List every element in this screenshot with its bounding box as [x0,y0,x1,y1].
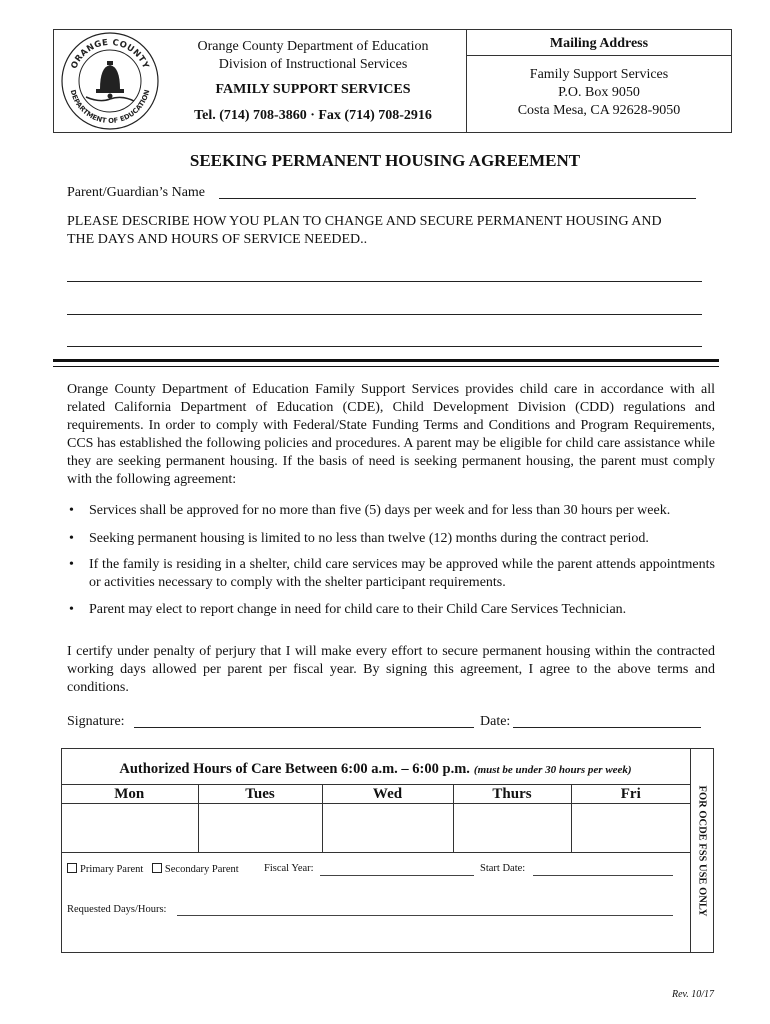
intro-paragraph: Orange County Department of Education Family Support Services provides child care in accordance with all related California Department of Education (CDE), Child Development Division (CDD) regulations and requirements. In order to comply with Federal/State Funding Terms and Conditions and Program Requirements, CCS has established the following policies and procedures. A parent may be eligible for child care assistance while they are seeking permanent housing. If the basis of need is seeking permanent housing, the parent must comply with the following agreement: [67,382,715,487]
org-name: Orange County Department of Education [197,39,429,54]
mailing-line-2: P.O. Box 9050 [558,85,640,100]
requested-days-label: Requested Days/Hours: [67,904,167,915]
bullet-icon: • [69,531,74,546]
bullet-icon: • [69,557,74,572]
parent-options [67,863,239,875]
list-item [67,502,715,520]
hours-heading-main: Authorized Hours of Care Between 6:00 a.m. – 6:00 p.m. [119,761,470,777]
hours-heading-note: (must be under 30 hours per week) [473,764,632,776]
start-date-label: Start Date: [480,863,526,874]
list-item [67,601,715,619]
hours-cell-mon[interactable] [61,804,198,853]
hours-heading [61,760,690,778]
bullet-text: Seeking permanent housing is limited to no less than twelve (12) months during the contract period. [89,531,649,546]
guardian-name-label: Parent/Guardian’s Name [67,185,206,200]
describe-line-1[interactable] [67,281,702,282]
date-field[interactable] [513,727,701,728]
fiscal-year-label: Fiscal Year: [264,863,314,874]
section-rule-thin [53,366,719,367]
form-title: SEEKING PERMANENT HOUSING AGREEMENT [189,151,581,170]
list-item [67,530,715,548]
day-header-thurs: Thurs [453,785,571,804]
office-use-label: FOR OCDE FSS USE ONLY [696,785,708,916]
describe-prompt-line-2: THE DAYS AND HOURS OF SERVICE NEEDED.. [67,232,368,247]
list-item [67,556,715,592]
start-date-field[interactable] [533,875,673,876]
bullet-text: Parent may elect to report change in need for child care to their Child Care Services Technician. [89,602,627,617]
describe-line-2[interactable] [67,314,702,315]
bell-icon [86,61,134,101]
agreement-list [67,502,715,619]
program-name: FAMILY SUPPORT SERVICES [215,82,411,97]
seal-top-text: ORANGE COUNTY [69,37,151,71]
fiscal-year-field[interactable] [320,875,474,876]
table-row [61,804,690,853]
seal-bottom-text: DEPARTMENT OF EDUCATION [68,88,152,126]
bullet-text: Services shall be approved for no more than five (5) days per week and for less than 30 hours per week. [89,503,671,518]
signature-field[interactable] [134,727,474,728]
signature-label: Signature: [67,714,125,729]
day-header-tues: Tues [198,785,322,804]
mailing-line-1: Family Support Services [529,67,669,82]
bullet-icon: • [69,602,74,617]
hours-cell-fri[interactable] [571,804,690,853]
guardian-name-field[interactable] [219,198,696,199]
day-header-wed: Wed [322,785,453,804]
hours-cell-wed[interactable] [322,804,453,853]
table-header-row [61,785,690,804]
bullet-icon: • [69,503,74,518]
section-rule-thick [53,359,719,362]
secondary-parent-checkbox[interactable] [152,863,162,873]
bullet-text: If the family is residing in a shelter, child care services may be approved while the parent attends appointments or activities necessary to comply with the shelter participant requirements. [89,557,715,590]
certify-paragraph: I certify under penalty of perjury that I will make every effort to secure permanent housing within the contracted working days allowed per parent per fiscal year. By signing this agreement, I agree to the above terms and conditions. [67,644,715,695]
requested-days-field[interactable] [177,915,673,916]
primary-parent-label: Primary Parent [80,864,144,875]
describe-prompt-line-1: PLEASE DESCRIBE HOW YOU PLAN TO CHANGE AND SECURE PERMANENT HOUSING AND [67,214,662,229]
secondary-parent-label: Secondary Parent [164,864,239,875]
date-label: Date: [480,714,511,729]
mailing-divider [466,55,732,56]
hours-cell-thurs[interactable] [453,804,571,853]
day-header-mon: Mon [61,785,198,804]
day-header-fri: Fri [571,785,690,804]
hours-cell-tues[interactable] [198,804,322,853]
ocde-seal-logo [60,31,160,131]
describe-line-3[interactable] [67,346,702,347]
primary-parent-checkbox[interactable] [67,863,77,873]
revision-label: Rev. 10/17 [672,989,715,1000]
hours-table [61,784,690,853]
mailing-line-3: Costa Mesa, CA 92628-9050 [517,103,681,118]
phone-fax: Tel. (714) 708-3860 · Fax (714) 708-2916 [194,108,432,123]
division-name: Division of Instructional Services [218,57,408,72]
mailing-title: Mailing Address [549,36,649,51]
